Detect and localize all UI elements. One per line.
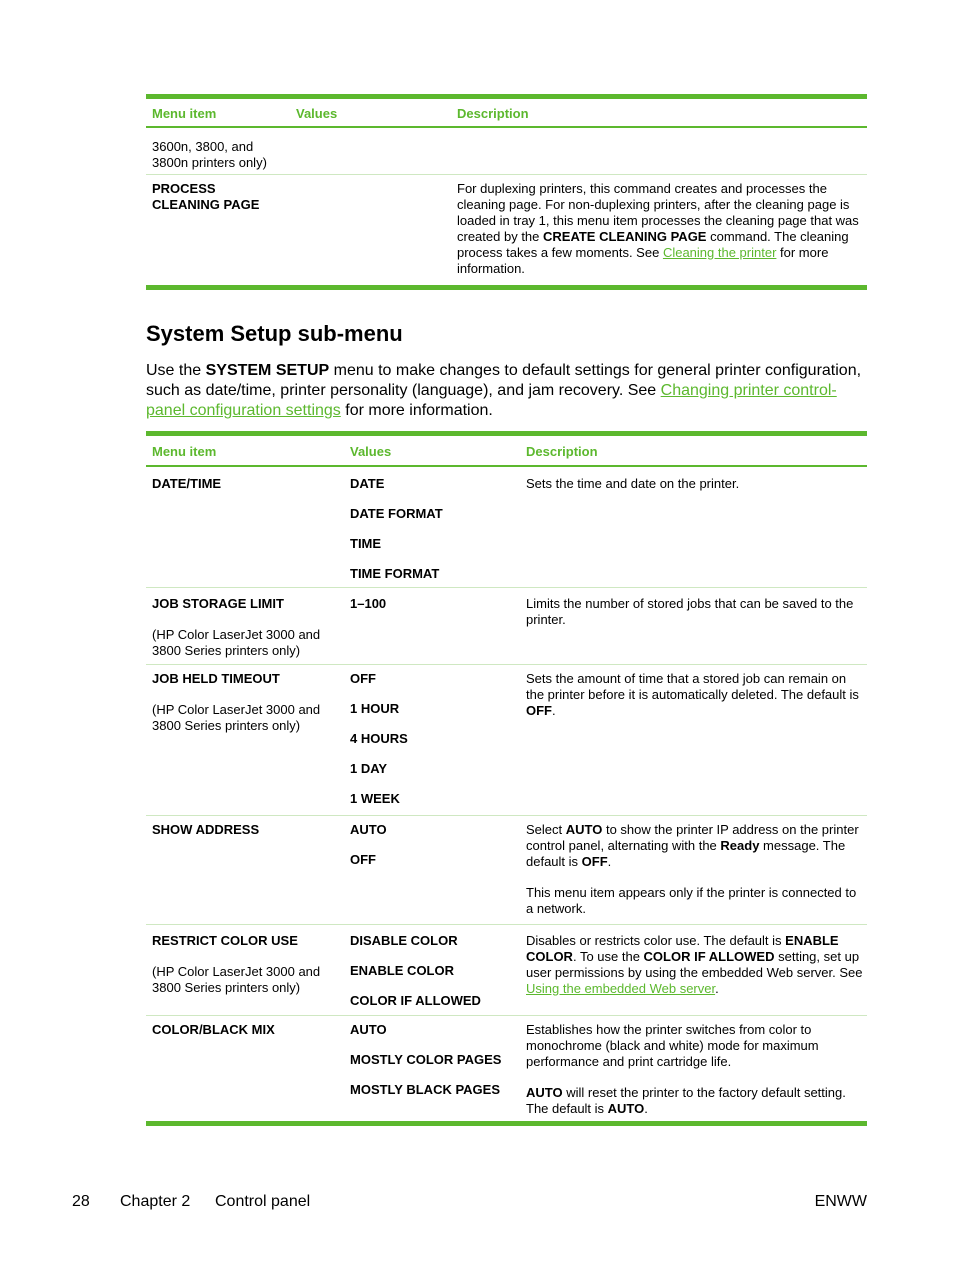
desc-text: Disables or restricts color use. The default is — [526, 933, 786, 948]
value-option: OFF — [350, 852, 376, 867]
row-menu-item: COLOR/BLACK MIX — [152, 1022, 275, 1037]
desc-bold: ENABLE COLOR — [526, 933, 839, 964]
header-description: Description — [526, 444, 598, 459]
desc-text: for more information. — [457, 245, 829, 276]
desc-text: . — [644, 1101, 648, 1116]
intro-text: Use the — [146, 362, 206, 379]
header-values: Values — [350, 444, 392, 459]
desc-bold: OFF — [526, 703, 552, 718]
row-menu-item — [152, 933, 327, 996]
desc-paragraph: This menu item appears only if the printer is connected to a network. — [526, 885, 857, 916]
section-title: System Setup sub-menu — [146, 321, 403, 346]
intro-text: menu to make changes to default settings for general printer configuration, such as date/time, printer personality (language), and jam recovery. See — [146, 362, 862, 399]
spacer — [152, 612, 327, 627]
row-description: Limits the number of stored jobs that can be saved to the printer. — [526, 596, 854, 627]
row-description — [526, 671, 866, 719]
row-values — [350, 822, 387, 882]
row-description — [526, 822, 866, 917]
menu-name: JOB HELD TIMEOUT — [152, 671, 280, 686]
footer-section: Control panel — [215, 1193, 311, 1210]
row-values — [350, 933, 481, 1023]
row-description — [526, 933, 866, 997]
value-option: 4 HOURS — [350, 731, 408, 746]
footer-chapter: Chapter 2 — [120, 1193, 191, 1210]
value-option: DATE — [350, 476, 385, 491]
intro-bold: SYSTEM SETUP — [205, 362, 330, 379]
table-header — [146, 99, 867, 126]
row-description: Sets the time and date on the printer. — [526, 476, 740, 491]
desc-bold: AUTO — [526, 1085, 563, 1100]
page-number: 28 — [72, 1193, 90, 1210]
table-continued — [146, 94, 867, 290]
desc-bold: Ready — [720, 838, 760, 853]
spacer — [152, 687, 327, 702]
value-option: 1 HOUR — [350, 701, 400, 716]
row-menu-item: SHOW ADDRESS — [152, 822, 260, 837]
row-menu-item: DATE/TIME — [152, 476, 222, 491]
desc-text: Sets the amount of time that a stored job can remain on the printer before it is automatically deleted. The default is — [526, 671, 859, 702]
desc-text: command. The cleaning process takes a few moments. See — [457, 229, 849, 260]
row-values — [350, 596, 386, 626]
row-values — [350, 1022, 501, 1112]
value-option: TIME — [350, 536, 382, 551]
value-option: 1 DAY — [350, 761, 388, 776]
row-description — [457, 181, 862, 277]
cleaning-printer-link[interactable]: Cleaning the printer — [662, 245, 777, 260]
value-option: 1–100 — [350, 596, 387, 611]
table-header — [146, 436, 867, 465]
row-menu-item — [152, 596, 327, 659]
value-option: DISABLE COLOR — [350, 933, 458, 948]
desc-text: to show the printer IP address on the printer control panel, alternating with the — [526, 822, 859, 853]
spacer — [526, 870, 866, 885]
header-values: Values — [296, 106, 338, 121]
desc-paragraph: Establishes how the printer switches from color to monochrome (black and white) mode for maximum performance and print cartridge life. — [526, 1022, 819, 1069]
table-row — [146, 588, 867, 665]
header-menu-item: Menu item — [152, 444, 217, 459]
desc-text: . — [715, 981, 719, 996]
row-menu-item — [152, 671, 327, 734]
menu-line: CLEANING PAGE — [152, 197, 260, 212]
value-option: MOSTLY COLOR PAGES — [350, 1052, 502, 1067]
embedded-web-server-link[interactable]: Using the embedded Web server — [526, 981, 716, 996]
table-row — [146, 665, 867, 816]
value-option: AUTO — [350, 1022, 387, 1037]
config-settings-link[interactable]: Changing printer control-panel configuration settings — [146, 382, 837, 419]
row-values — [350, 476, 443, 596]
footer-right-label: ENWW — [814, 1193, 867, 1210]
desc-text: For duplexing printers, this command creates and processes the cleaning page. For non-duplexing printers, after the cleaning page is loaded in tray 1, this menu item processes the cleaning page that was created by the — [457, 181, 859, 244]
table-row — [146, 1016, 867, 1121]
table-row — [146, 467, 867, 588]
header-menu-item: Menu item — [152, 106, 217, 121]
table-row — [146, 925, 867, 1016]
desc-text: setting, set up user permissions by using the embedded Web server. See — [526, 949, 863, 980]
desc-text: Select — [526, 822, 566, 837]
row-menu-item: 3600n, 3800, and 3800n printers only) — [152, 139, 267, 170]
value-option: COLOR IF ALLOWED — [350, 993, 481, 1008]
menu-note: (HP Color LaserJet 3000 and 3800 Series printers only) — [152, 964, 321, 995]
value-option: ENABLE COLOR — [350, 963, 454, 978]
value-option: OFF — [350, 671, 376, 686]
table-row — [146, 816, 867, 925]
value-option: DATE FORMAT — [350, 506, 443, 521]
row-menu-item — [152, 181, 292, 213]
value-option: MOSTLY BLACK PAGES — [350, 1082, 501, 1097]
menu-line: PROCESS — [152, 181, 216, 196]
desc-text: message. The default is — [526, 838, 846, 869]
table-bottom-rule — [146, 1121, 867, 1126]
desc-paragraph — [526, 1085, 866, 1117]
spacer — [526, 1070, 866, 1085]
row-description — [526, 1022, 866, 1117]
desc-bold: AUTO — [565, 822, 603, 837]
menu-note: (HP Color LaserJet 3000 and 3800 Series printers only) — [152, 702, 321, 733]
desc-bold: COLOR IF ALLOWED — [643, 949, 775, 964]
desc-text: . — [552, 703, 556, 718]
value-option: 1 WEEK — [350, 791, 400, 806]
menu-note: (HP Color LaserJet 3000 and 3800 Series printers only) — [152, 627, 321, 658]
system-setup-table — [146, 431, 867, 1126]
desc-text: . To use the — [572, 949, 644, 964]
value-option: TIME FORMAT — [350, 566, 440, 581]
header-description: Description — [457, 106, 529, 121]
value-option: AUTO — [350, 822, 387, 837]
section-intro — [146, 361, 870, 421]
menu-name: JOB STORAGE LIMIT — [152, 596, 284, 611]
menu-name: RESTRICT COLOR USE — [152, 933, 298, 948]
intro-text: for more information. — [340, 402, 493, 419]
desc-text: will reset the printer to the factory default setting. The default is — [526, 1085, 846, 1116]
desc-bold: CREATE CLEANING PAGE — [543, 229, 707, 244]
table-row — [146, 128, 867, 175]
spacer — [152, 949, 327, 964]
table-bottom-rule — [146, 285, 867, 290]
desc-paragraph — [526, 822, 866, 870]
table-row — [146, 175, 867, 285]
desc-text: . — [607, 854, 612, 869]
row-values — [350, 671, 408, 821]
desc-bold: OFF — [581, 854, 608, 869]
desc-bold: AUTO — [607, 1101, 645, 1116]
